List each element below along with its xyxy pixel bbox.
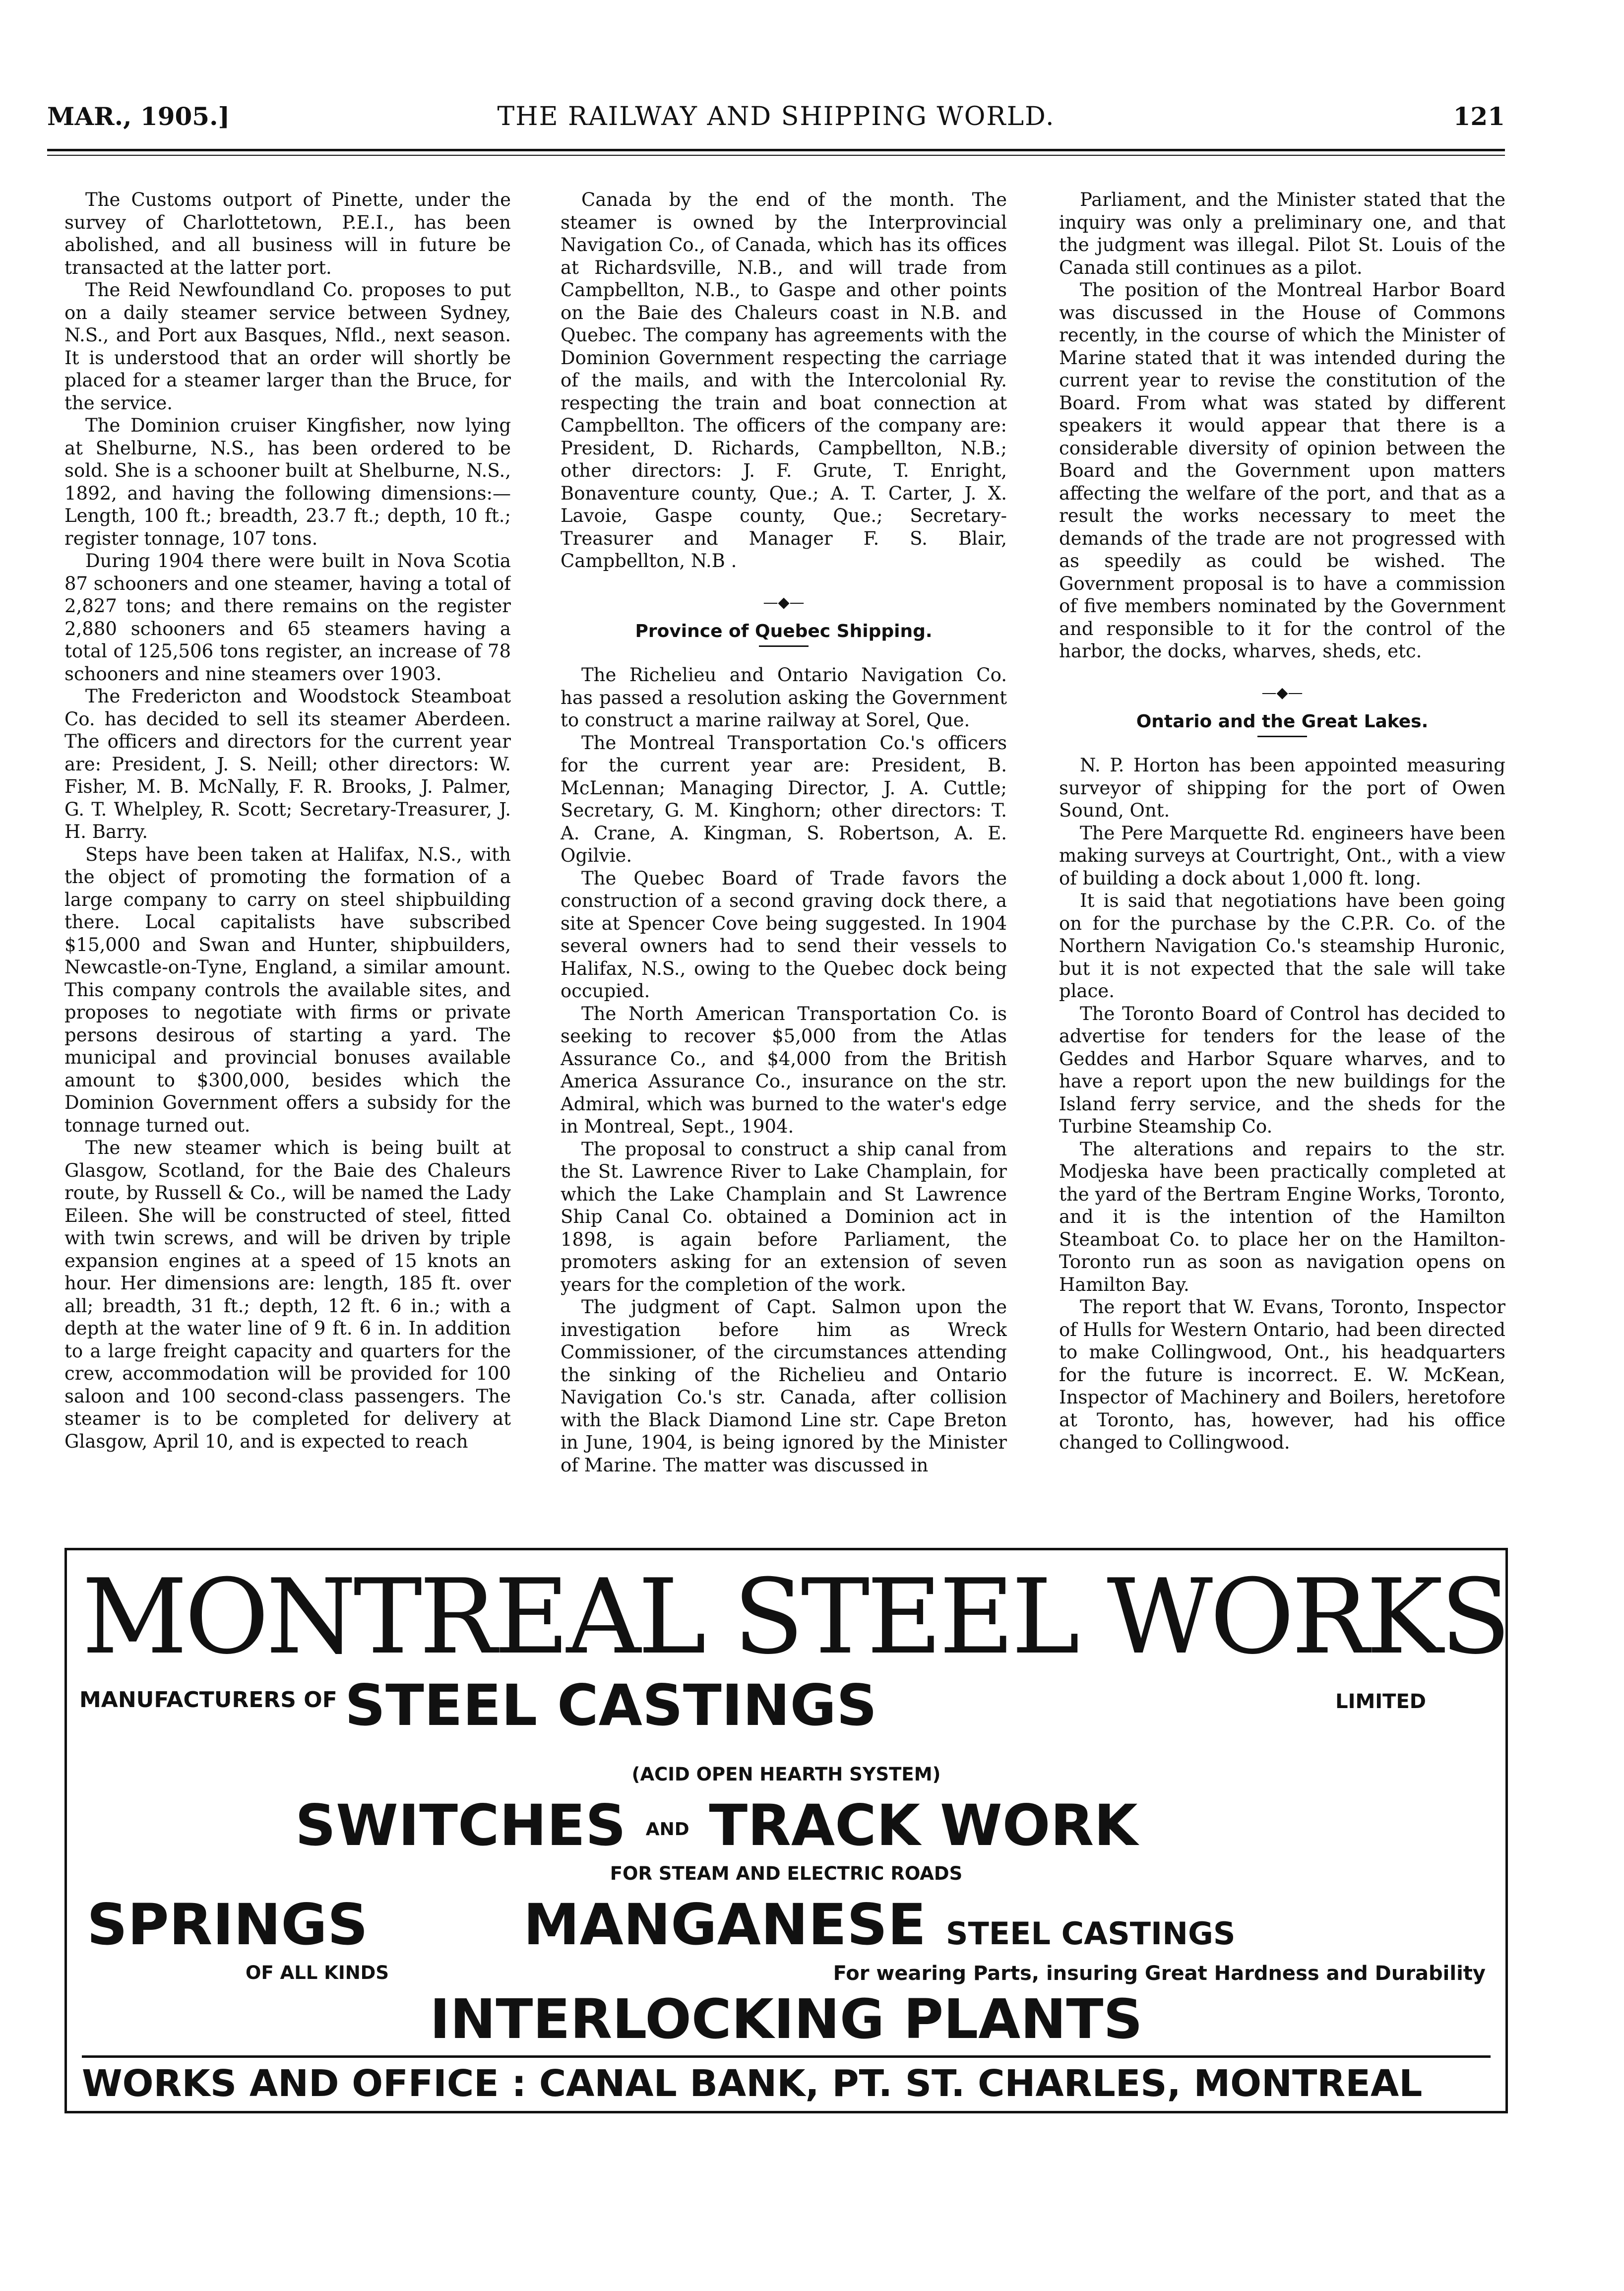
ad-manganese-suffix: STEEL CASTINGS [945, 1915, 1236, 1952]
ad-rule [82, 2055, 1491, 2058]
ad-of-all-kinds: OF ALL KINDS [246, 1962, 389, 1983]
ad-track-work: TRACK WORK [709, 1792, 1138, 1858]
section-heading-ontario: Ontario and the Great Lakes. [1136, 711, 1429, 732]
ad-wearing-parts: For wearing Parts, insuring Great Hardness and Durability [833, 1962, 1486, 1985]
page-number: 121 [1453, 102, 1505, 131]
ornament-divider: —◆— [1261, 684, 1303, 701]
ad-acid-process: (ACID OPEN HEARTH SYSTEM) [631, 1764, 941, 1785]
issue-date: MAR., 1905.] [47, 102, 230, 131]
column-2 [561, 189, 1007, 1528]
header-rule [47, 149, 1505, 151]
paragraph: Steps have been taken at Halifax, N.S., with the object of promoting the formation of a large company to carry on steel shipbuilding there. Local capitalists have subscribed $15,000 and Swan and Hunter, shipbuilders, Newcastle-on-Tyne, England, a similar amount. This company controls the available sites, and proposes to negotiate with firms or private persons desirous of starting a yard. The municipal and provincial bonuses available amount to $300,000, besides which the Dominion Government offers a subsidy for the tonnage turned out. [64, 843, 511, 1136]
ad-and: AND [645, 1819, 689, 1840]
ad-switches: SWITCHES [295, 1792, 626, 1858]
column-1 [64, 189, 511, 1528]
paragraph: The Dominion cruiser Kingfisher, now lying at Shelburne, N.S., has been ordered to be sold. She is a schooner built at Shelburne, N.S., 1892, and having the following dimensions:—Length, 100 ft.; breadth, 23.7 ft.; depth, 10 ft.; register tonnage, 107 tons. [64, 415, 511, 549]
heading-rule [1257, 736, 1307, 737]
paragraph: The North American Transportation Co. is seeking to recover $5,000 from the Atlas Assurance Co., and $4,000 from the British America Assurance Co., insurance on the str. Admiral, which was burned to the water's edge in Montreal, Sept., 1904. [561, 1003, 1007, 1137]
ad-springs: SPRINGS [87, 1892, 368, 1958]
paragraph: Canada by the end of the month. The steamer is owned by the Interprovincial Navigation Co., of Canada, which has its offices at Richardsville, N.B., and will trade from Campbellton, N.B., to Gaspe and other points on the Baie des Chaleurs coast in N.B. and Quebec. The company has agreements with the Dominion Government respecting the carriage of the mails, and with the Intercolonial Ry. respecting the train and boat connection at Campbellton. The officers of the company are: President, D. Richards, Campbellton, N.B.; other directors: J. F. Grute, T. Enright, Bonaventure county, Que.; A. T. Carter, J. X. Lavoie, Gaspe county, Que.; Secretary-Treasurer and Manager F. S. Blair, Campbellton, N.B . [561, 189, 1007, 572]
ad-switches-line [295, 1793, 1138, 1862]
paragraph: The new steamer which is being built at Glasgow, Scotland, for the Baie des Chaleurs route, by Russell & Co., will be named the Lady Eileen. She will be constructed of steel, fitted with twin screws, and will be driven by triple expansion engines at a speed of 15 knots an hour. Her dimensions are: length, 185 ft. over all; breadth, 31 ft.; depth, 12 ft. 6 in.; with a depth at the water line of 9 ft. 6 in. In addition to a large freight capacity and quarters for the crew, accommodation will be provided for 100 saloon and 100 second-class passengers. The steamer is to be completed for delivery at Glasgow, April 10, and is expected to reach [64, 1137, 511, 1452]
ad-limited: LIMITED [1335, 1690, 1426, 1713]
ornament-divider: —◆— [763, 593, 805, 611]
paragraph: The Fredericton and Woodstock Steamboat Co. has decided to sell its steamer Aberdeen. The officers and directors for the current year are: President, J. S. Neill; other directors: W. Fisher, M. B. McNally, F. R. Brooks, J. Palmer, G. T. Whelpley, R. Scott; Secretary-Treasurer, J. H. Barry. [64, 686, 511, 842]
article-columns [64, 189, 1505, 1528]
paragraph: The Montreal Transportation Co.'s officers for the current year are: President, B. McLennan; Managing Director, J. A. Cuttle; Secretary, G. M. Kinghorn; other directors: T. A. Crane, A. Kingman, S. Robertson, A. E. Ogilvie. [561, 732, 1007, 866]
paragraph: The Customs outport of Pinette, under the survey of Charlottetown, P.E.I., has been abolished, and all business will in future be transacted at the latter port. [64, 189, 511, 278]
paragraph: The Reid Newfoundland Co. proposes to put on a daily steamer service between Sydney, N.S., and Port aux Basques, Nfld., next season. It is understood that an order will shortly be placed for a steamer larger than the Bruce, for the service. [64, 279, 511, 414]
ad-manganese: MANGANESE [523, 1892, 927, 1958]
paragraph: Parliament, and the Minister stated that the inquiry was only a preliminary one, and that the judgment was illegal. Pilot St. Louis of the Canada still continues as a pilot. [1059, 189, 1505, 278]
paragraph: The proposal to construct a ship canal from the St. Lawrence River to Lake Champlain, for which the Lake Champlain and St Lawrence Ship Canal Co. obtained a Dominion act in 1898, is again before Parliament, the promoters asking for an extension of seven years for the completion of the work. [561, 1138, 1007, 1295]
paragraph: The position of the Montreal Harbor Board was discussed in the House of Commons recently, in the course of which the Minister of Marine stated that it was intended during the current year to revise the constitution of the Board. From what was stated by different speakers it would appear that there is a considerable diversity of opinion between the Board and the Government upon matters affecting the welfare of the port, and that as a result the works necessary to meet the demands of the trade are not progressed with as speedily as could be wished. The Government proposal is to have a commission of five members nominated by the Government and responsible to it for the control of the harbor, the docks, wharves, sheds, etc. [1059, 279, 1505, 662]
ad-works-and-office: WORKS AND OFFICE : CANAL BANK, PT. ST. CHARLES, MONTREAL [82, 2062, 1423, 2105]
header-rule-thin [47, 155, 1505, 156]
ad-manufacturers-label: MANUFACTURERS OF [79, 1687, 337, 1713]
ad-roads: FOR STEAM AND ELECTRIC ROADS [610, 1863, 963, 1884]
ad-company-name: MONTREAL STEEL WORKS [82, 1557, 1508, 1677]
page-header [47, 102, 1505, 141]
paragraph: The alterations and repairs to the str. Modjeska have been practically completed at the yard of the Bertram Engine Works, Toronto, and it is the intention of the Hamilton Steamboat Co. to place her on the Hamilton-Toronto run as soon as navigation opens on Hamilton Bay. [1059, 1138, 1505, 1295]
paragraph: The report that W. Evans, Toronto, Inspector of Hulls for Western Ontario, had been directed to make Collingwood, Ont., his headquarters for the future is incorrect. E. W. McKean, Inspector of Machinery and Boilers, heretofore at Toronto, has, however, had his office changed to Collingwood. [1059, 1296, 1505, 1453]
heading-rule [759, 645, 809, 647]
paragraph: During 1904 there were built in Nova Scotia 87 schooners and one steamer, having a total of 2,827 tons; and there remains on the register 2,880 schooners and 65 steamers having a total of 125,506 tons register, an increase of 78 schooners and nine steamers over 1903. [64, 550, 511, 685]
advertisement-box [64, 1548, 1508, 2113]
column-3 [1059, 189, 1505, 1528]
paragraph: It is said that negotiations have been going on for the purchase by the C.P.R. Co. of the Northern Navigation Co.'s steamship Huronic, but it is not expected that the sale will take place. [1059, 890, 1505, 1002]
paragraph: The Quebec Board of Trade favors the construction of a second graving dock there, a site at Spencer Cove being suggested. In 1904 several owners had to send their vessels to Halifax, N.S., owing to the Quebec dock being occupied. [561, 867, 1007, 1002]
ad-steel-castings: STEEL CASTINGS [345, 1672, 877, 1738]
paragraph: The judgment of Capt. Salmon upon the investigation before him as Wreck Commissioner, of the circumstances attending the sinking of the Richelieu and Ontario Navigation Co.'s str. Canada, after collision with the Black Diamond Line str. Cape Breton in June, 1904, is being ignored by the Minister of Marine. The matter was discussed in [561, 1296, 1007, 1476]
paragraph: The Toronto Board of Control has decided to advertise for tenders for the lease of the Geddes and Harbor Square wharves, and to have a report upon the new buildings for the Island ferry service, and the sheds for the Turbine Steamship Co. [1059, 1003, 1505, 1137]
paragraph: N. P. Horton has been appointed measuring surveyor of shipping for the port of Owen Sound, Ont. [1059, 755, 1505, 821]
ad-manganese-line [523, 1893, 1236, 1966]
ad-interlocking-plants: INTERLOCKING PLANTS [430, 1987, 1143, 2051]
paragraph: The Richelieu and Ontario Navigation Co. has passed a resolution asking the Government to construct a marine railway at Sorel, Que. [561, 664, 1007, 731]
section-heading-quebec: Province of Quebec Shipping. [635, 621, 933, 641]
publication-title: THE RAILWAY AND SHIPPING WORLD. [497, 102, 1055, 131]
paragraph: The Pere Marquette Rd. engineers have been making surveys at Courtright, Ont., with a view of building a dock about 1,000 ft. long. [1059, 822, 1505, 889]
